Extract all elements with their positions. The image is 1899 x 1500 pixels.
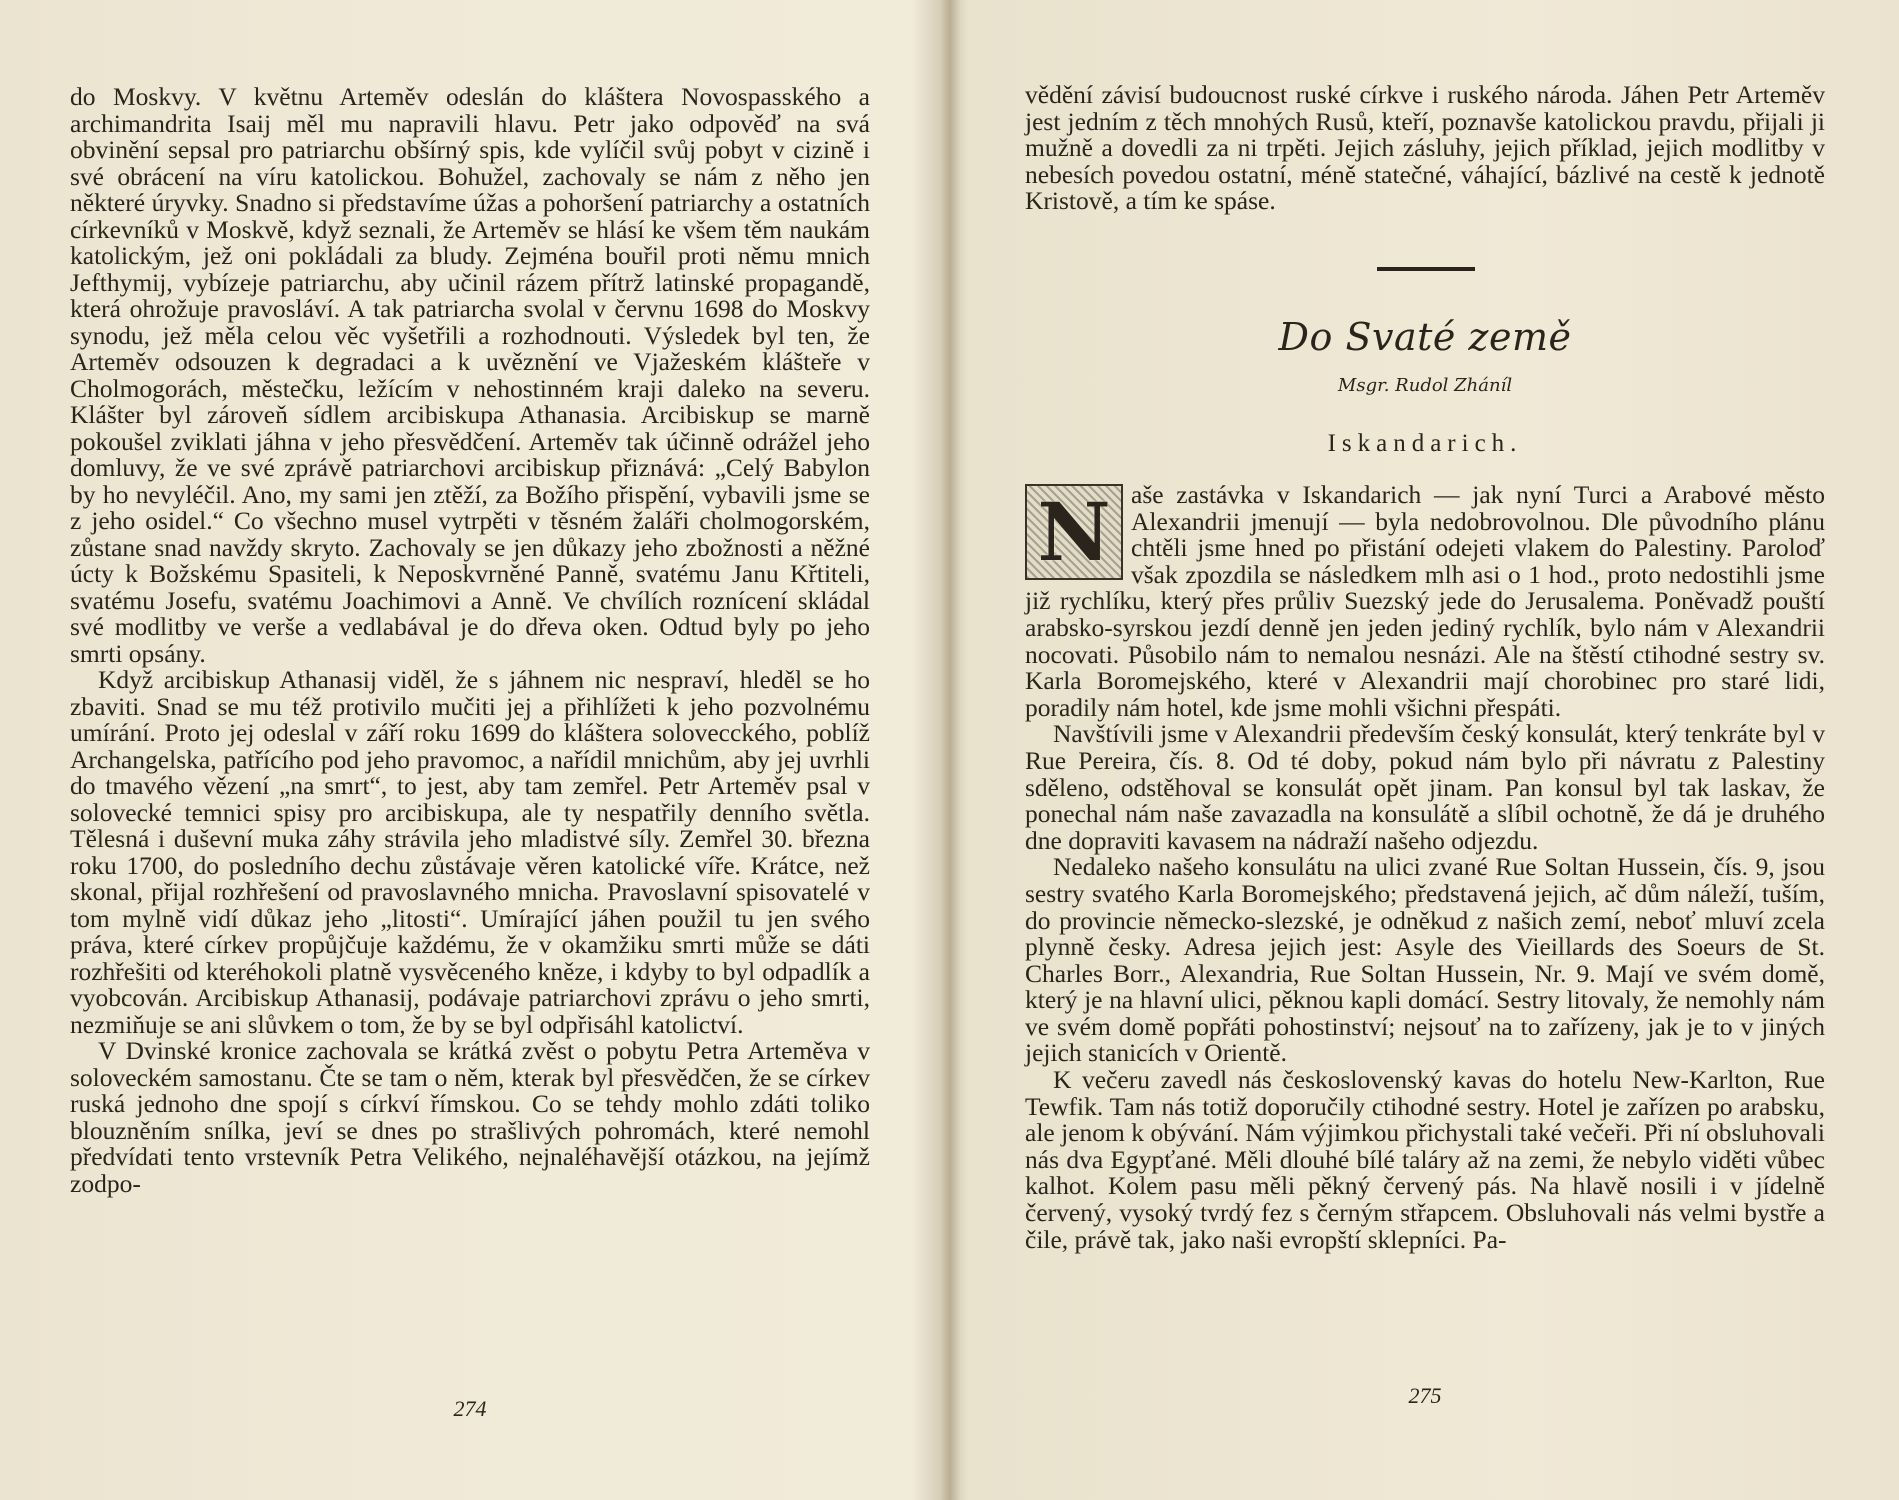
article-title: Do Svaté země: [1278, 315, 1572, 359]
book-gutter: [940, 0, 960, 1500]
paragraph-text: aše zastávka v Iskandarich — jak nyní Turci a Arabové město Alexandrii jmenují — byla nedobrovolnou. Dle původního plánu chtěli jsme hned po přistání odejeti vlakem do Palestiny. Paroloď však zpozdila se následkem mlh asi o 1 hod., proto nedostihli jsme již rychlíku, který přes průliv Suezský jede do Jerusalema. Poněvadž pouští arabsko-syrskou jezdí denně jen jeden jediný rychlík, bylo nám v Alexandrii nocovati. Působilo nám to nemalou nesnázi. Ale na štěstí ctihodné sestry sv. Karla Boromejského, které v Alexandrii mají chorobinec pro staré lidi, poradily nám hotel, kde jsme mohli všichni přespáti.: [1025, 480, 1825, 722]
paragraph: Nedaleko našeho konsulátu na ulici zvané Rue Soltan Hussein, čís. 9, jsou sestry svatého Karla Boromejského; představená jejich, ač dům náleží, tuším, do provincie německo-slezské, je odněkud z našich zemí, neboť mluví zcela plynně česky. Adresa jejich jest: Asyle des Vieillards des Soeurs de St. Charles Borr., Alexandria, Rue Soltan Hussein, Nr. 9. Mají ve svém domě, který je na hlavní ulici, pěknou kapli domácí. Sestry litovaly, že nemohly nám ve svém domě popřáti pohostinství; nejsouť na to zařízeny, jak je to v jiných jejich stanicích v Orientě.: [1025, 852, 1825, 1068]
right-page-opening: [1025, 82, 1825, 215]
paragraph: do Moskvy. V květnu Arteměv odeslán do kláštera Novospasského a archimandrita Isaij měl mu napravili hlavu. Petr jako odpověď na svá obvinění sepsal pro patriarchu obšírný spis, kde vylíčil svůj pobyt v cizině i své obrácení na víru katolickou. Bohužel, zachovaly se nám z něho jen některé úryvky. Snadno si představíme úžas a pohoršení patriarchy a ostatních církevníků v Moskvě, když seznali, že Arteměv se hlásí ke všem těm naukám katolickým, jež oni pokládali za bludy. Zejména bouřil proti němu mnich Jefthymij, vybízeje patriarchu, aby učinil rázem přítrž latinské propagandě, která ohrožuje pravosláví. A tak patriarcha svolal v červnu 1698 do Moskvy synodu, jež měla celou věc vyšetřili a rozhodnouti. Výsledek byl ten, že Arteměv odsouzen k degradaci a k uvěznění ve Vjažeském klášteře v Cholmogorách, městečku, ležícím v nehostinném kraji daleko na severu. Klášter byl zároveň sídlem arcibiskupa Athanasia. Arcibiskup se marně pokoušel zviklati jáhna v jeho přesvědčení. Arteměv tak účinně odrážel jeho domluvy, že ve své zprávě patriarchovi arcibiskup přiznává: „Celý Babylon by ho nevyléčil. Ano, my sami jen ztěží, za Božího přispění, vybavili jsme se z jeho osidel.“ Co všechno musel vytrpěti v těsném žaláři cholmogorském, zůstane snad navždy skryto. Zachovaly se jen důkazy jeho zbožnosti a něžné úcty k Božskému Spasiteli, k Neposkvrněné Panně, svatému Janu Křtiteli, svatému Josefu, svatému Joachimovi a Anně. Ve chvílích roznícení skládal své modlitby ve verše a vedlabával je do dřeva oken. Odtud byly po jeho smrti opsány.: [70, 82, 870, 668]
paragraph: vědění závisí budoucnost ruské církve i ruského národa. Jáhen Petr Arteměv jest jedním z těch mnohých Rusů, kteří, poznavše katolickou pravdu, přijali ji mužně a dovedli za ni trpěti. Jejich zásluhy, jejich příklad, jejich modlitby v nebesích povedou ostatní, méně statečné, váhající, bázlivé na cestě k jednotě Kristově, a tím ke spáse.: [1025, 80, 1825, 215]
section-divider: [1377, 267, 1475, 271]
left-page: [70, 0, 870, 1500]
right-page: [1025, 0, 1825, 1500]
paragraph: V Dvinské kronice zachovala se krátká zvěst o pobytu Petra Arteměva v soloveckém samostanu. Čte se tam o něm, kterak byl přesvědčen, že se církev ruská jednoho dne spojí s církví římskou. Co se tehdy mohlo zdáti toliko blouzněním snílka, jeví se dnes po strašlivých pohromách, které nemohl předvídati tento vrstevník Petra Velikého, nejnaléhavější otázkou, na jejímž zodpo-: [70, 1036, 870, 1198]
paragraph: Když arcibiskup Athanasij viděl, že s jáhnem nic nespraví, hleděl se ho zbaviti. Snad se mu též protivilo mučiti jej a přihlížeti k jeho pozvolnému umírání. Proto jej odeslal v září roku 1699 do kláštera solovecckého, poblíž Archangelska, patřícího pod jeho pravomoc, a nařídil mnichům, aby jej uvrhli do tmavého vězení „na smrt“, to jest, aby tam zemřel. Petr Arteměv psal v solovecké temnici spisy pro arcibiskupa, ale ty nespatřily denního světla. Tělesná i duševní muka záhy strávila jeho mladistvé síly. Zemřel 30. března roku 1700, do posledního dechu zůstávaje věren katolické víře. Krátce, než skonal, přijal rozhřešení od pravoslavného mnicha. Pravoslavní spisovatelé v tom mylně vidí důkaz jeho „litosti“. Umírající jáhen použil tu jen svého práva, které církev propůjčuje každému, že v okamžiku smrti může se dáti rozhřešiti od kteréhokoli platně vysvěceného kněze, i kdyby to byl odpadlík a vyobcován. Arcibiskup Athanasij, podávaje patriarchovi zprávu o jeho smrti, nezmiňuje se ani slůvkem o tom, že by se byl odpřisáhl katolictví.: [70, 665, 870, 1039]
page-number: 274: [453, 1396, 487, 1421]
article-body: [1025, 482, 1825, 1253]
paragraph: [1025, 482, 1825, 721]
page-number: 275: [1408, 1383, 1442, 1408]
drop-cap-icon: [1025, 484, 1123, 580]
paragraph: K večeru zavedl nás československý kavas do hotelu New-Karlton, Rue Tewfik. Tam nás totiž doporučily ctihodné sestry. Hotel je zařízen po arabsku, ale jenom k obývání. Nám výjimkou přichystali také večeři. Při ní obsluhovali nás dva Egypťané. Měli dlouhé bílé taláry až na zemi, že nebylo viděti vůbec kalhot. Kolem pasu měli pěkný červený pás. Na hlavě nosili i v jídelně červený, vysoký tvrdý fez s černým střapcem. Obsluhovali nás velmi bystře a čile, právě tak, jako naši evropští sklepníci. Pa-: [1025, 1065, 1825, 1254]
article-author: Msgr. Rudol Zháníl: [1337, 375, 1513, 396]
section-title: Iskandarich.: [1327, 430, 1523, 457]
drop-cap-letter: N: [1037, 484, 1111, 579]
left-page-text: [70, 84, 870, 1197]
paragraph: Navštívili jsme v Alexandrii především český konsulát, který tenkráte byl v Rue Pereira, čís. 8. Od té doby, pokud nám bylo při návratu z Palestiny sděleno, odstěhoval se konsulát opět jinam. Pan konsul byl tak laskav, že ponechal nám naše zavazadla na konsulátě a slíbil ochotně, že dá je druhého dne dopraviti kavasem na nádraží našeho odjezdu.: [1025, 719, 1825, 855]
